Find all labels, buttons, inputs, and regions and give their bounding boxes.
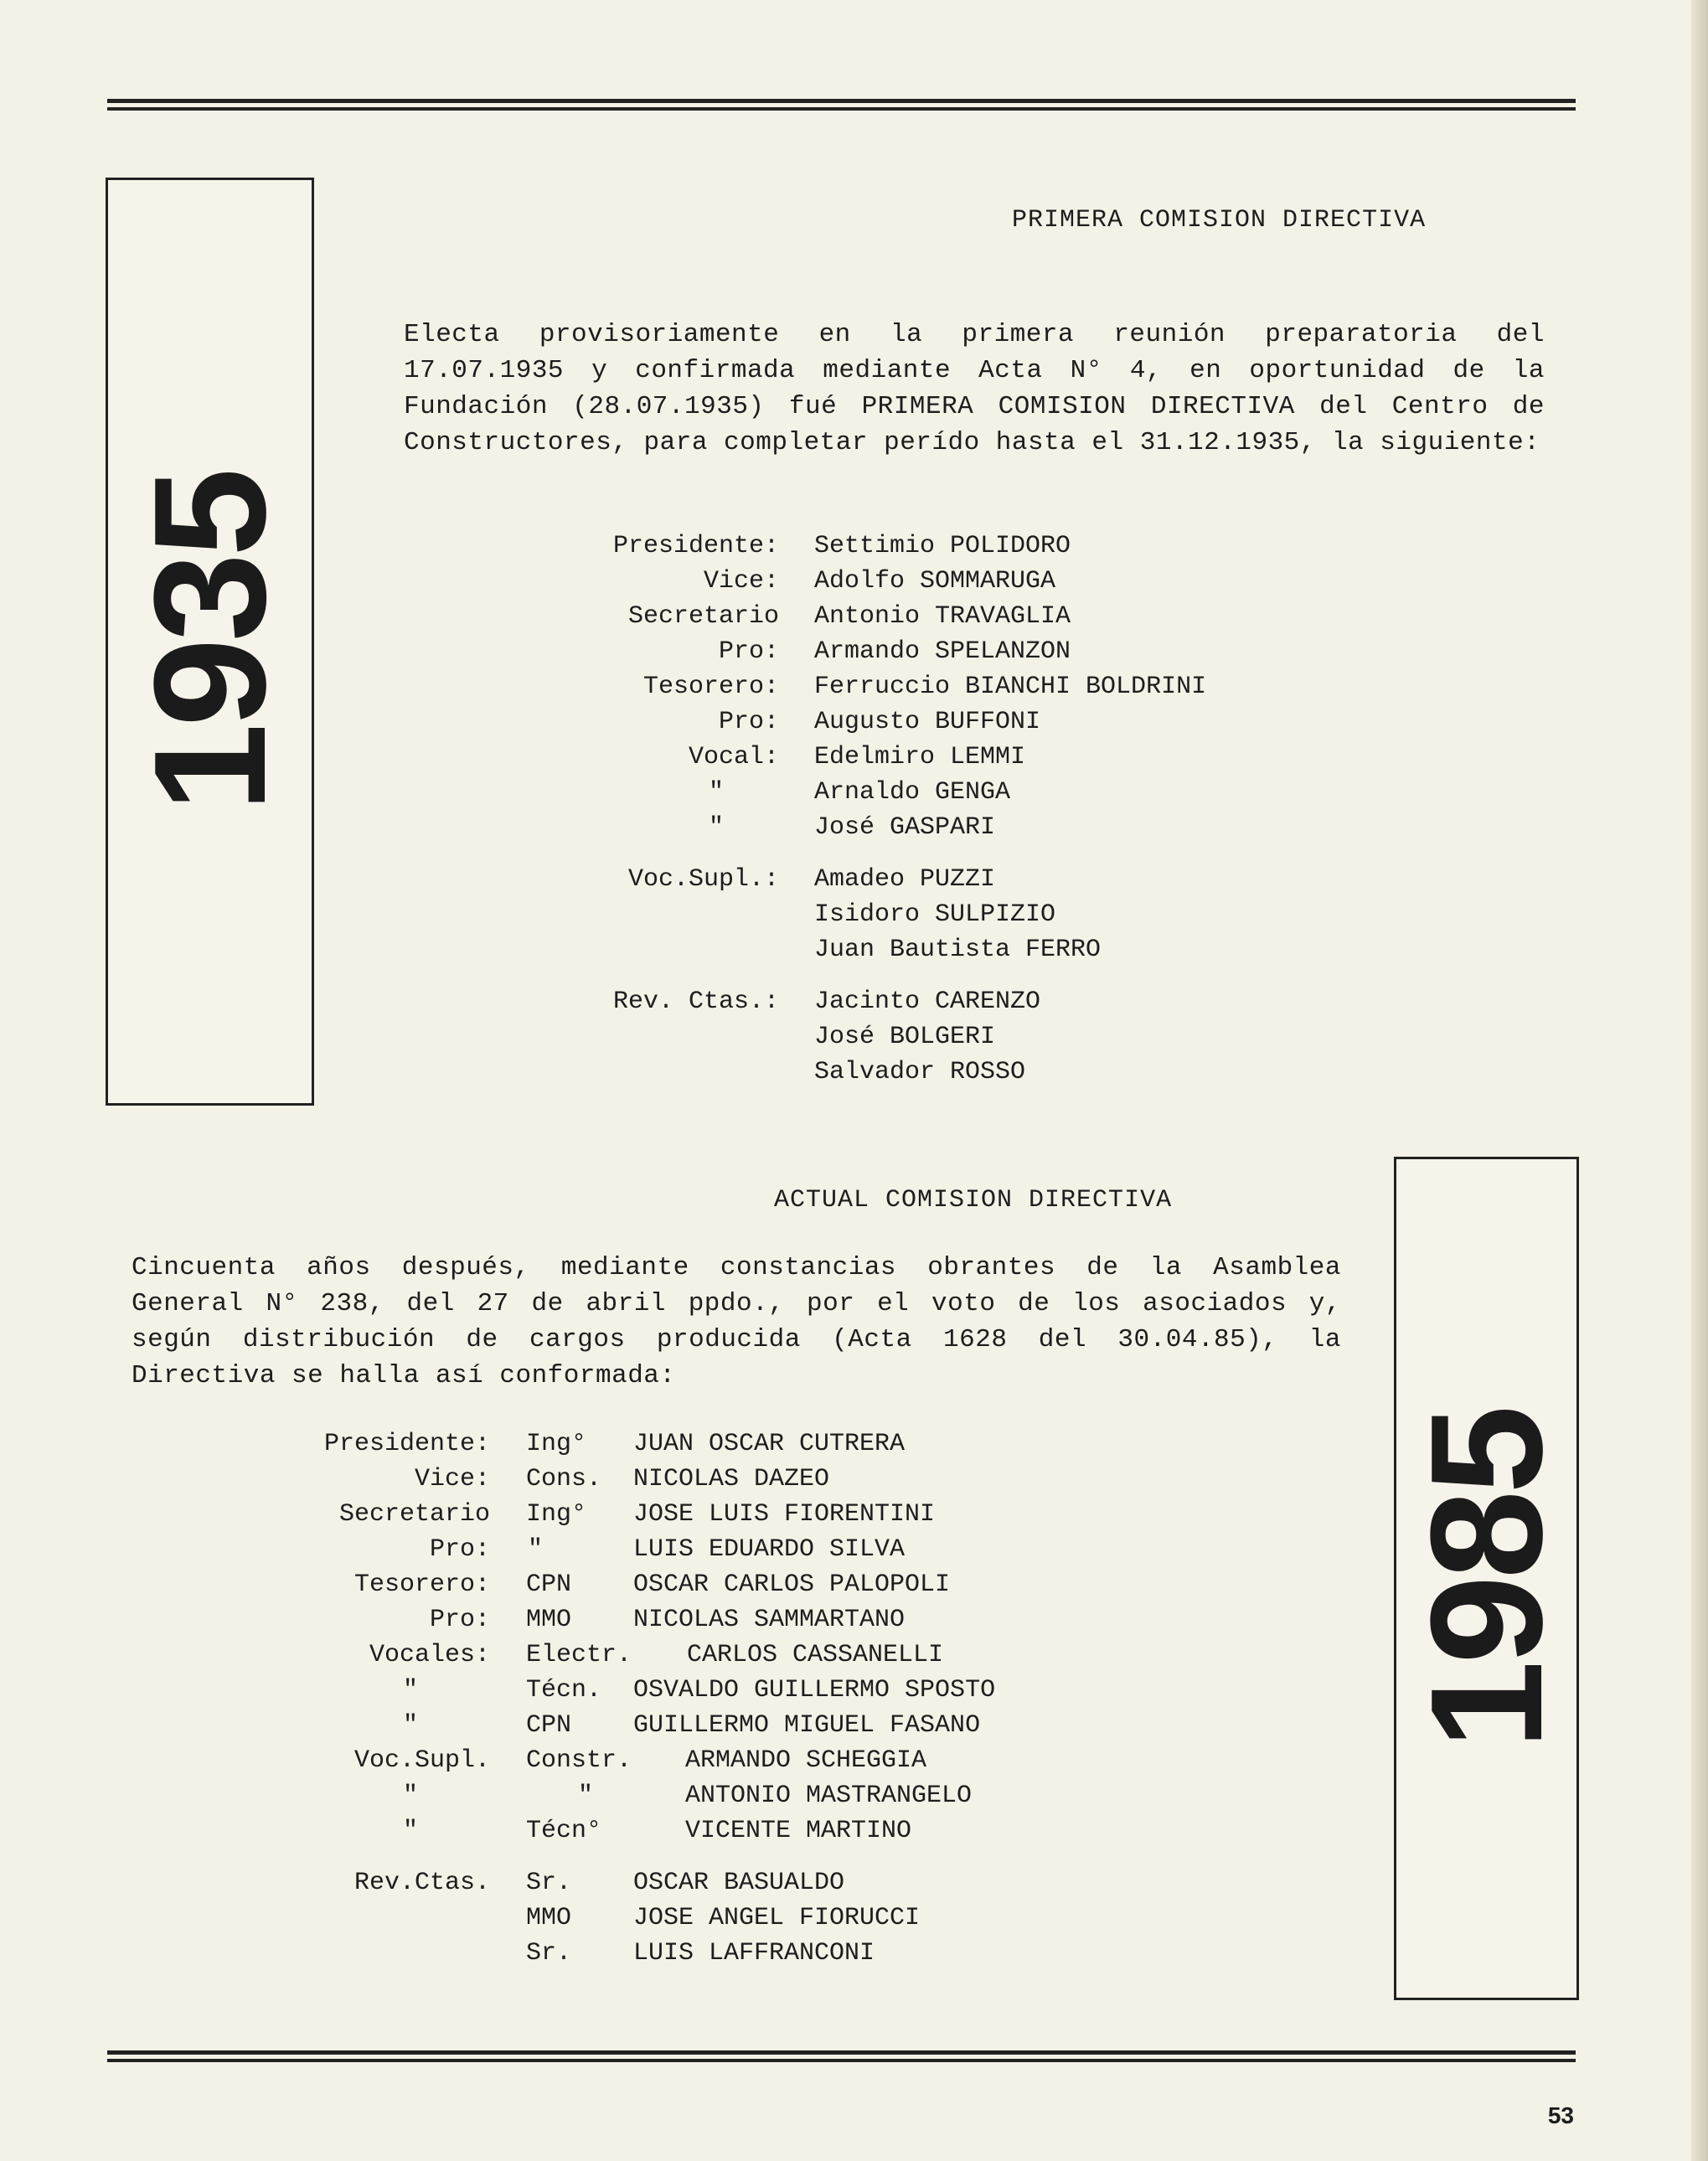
member-row-1985 — [0, 1779, 1357, 1813]
member-name: OSCAR BASUALDO — [633, 1869, 845, 1897]
member-name: Amadeo PUZZI — [814, 865, 996, 894]
member-role: " — [402, 1817, 418, 1845]
member-name: JUAN OSCAR CUTRERA — [633, 1430, 906, 1458]
member-row-1935 — [0, 635, 1424, 668]
member-row-1935 — [0, 529, 1424, 563]
member-role: " — [402, 1711, 418, 1740]
member-row-1935 — [0, 1055, 1424, 1089]
member-row-1985 — [0, 1462, 1357, 1496]
member-row-1985 — [0, 1427, 1357, 1461]
member-name: Isidoro SULPIZIO — [814, 900, 1056, 929]
member-title: MMO — [526, 1904, 572, 1932]
member-title: " — [528, 1535, 544, 1564]
heading-actual-comision: ACTUAL COMISION DIRECTIVA — [774, 1186, 1173, 1215]
heading-primera-comision: PRIMERA COMISION DIRECTIVA — [1012, 206, 1427, 235]
member-name: JOSE LUIS FIORENTINI — [633, 1500, 936, 1529]
member-name: Settimio POLIDORO — [814, 532, 1071, 560]
member-row-1935 — [0, 740, 1424, 774]
member-title: MMO — [526, 1606, 572, 1634]
member-role: Presidente: — [612, 532, 779, 560]
member-title: Constr. — [526, 1746, 632, 1775]
member-name: Armando SPELANZON — [814, 637, 1071, 666]
member-name: ANTONIO MASTRANGELO — [685, 1782, 973, 1810]
member-title: Técn° — [526, 1817, 602, 1845]
member-row-1985 — [0, 1744, 1357, 1777]
member-row-1985 — [0, 1709, 1357, 1742]
member-name: Antonio TRAVAGLIA — [814, 602, 1071, 631]
member-name: JOSE ANGEL FIORUCCI — [633, 1904, 921, 1932]
member-name: Arnaldo GENGA — [814, 778, 1011, 807]
member-role: " — [708, 778, 724, 807]
member-name: José GASPARI — [814, 813, 996, 842]
member-role: Pro: — [718, 637, 779, 666]
paragraph-1985: Cincuenta años después, mediante constancias obrantes de la Asamblea General N° 238, del 27 de abril ppdo., por el voto de los asociados y, según distribución de cargos producida (Acta 1628 del 30.04.85), la Directiva se halla así conformada: — [132, 1253, 1341, 1390]
member-name: Salvador ROSSO — [814, 1058, 1026, 1086]
member-role: Vocal: — [688, 743, 779, 771]
member-title: Ing° — [526, 1500, 587, 1529]
member-role: " — [402, 1676, 418, 1705]
member-title: " — [578, 1782, 594, 1810]
year-1985: 1985 — [1397, 1408, 1576, 1749]
member-title: Ing° — [526, 1430, 587, 1458]
year-box-1985 — [1394, 1157, 1579, 2000]
member-role: Tesorero: — [642, 673, 779, 701]
member-role: Rev. Ctas.: — [612, 988, 779, 1016]
member-role: Vice: — [703, 567, 779, 596]
member-name: OSCAR CARLOS PALOPOLI — [633, 1570, 951, 1599]
member-role: " — [402, 1782, 418, 1810]
member-row-1935 — [0, 985, 1424, 1019]
member-role: Tesorero: — [353, 1570, 490, 1599]
book-spine-edge — [1691, 0, 1708, 2161]
page-number: 53 — [1547, 2102, 1574, 2128]
member-row-1985 — [0, 1937, 1357, 1970]
member-role: Pro: — [429, 1606, 490, 1634]
member-name: Augusto BUFFONI — [814, 708, 1041, 736]
member-row-1985 — [0, 1866, 1357, 1900]
member-role: Voc.Supl. — [353, 1746, 490, 1775]
member-role: Voc.Supl.: — [627, 865, 779, 894]
member-name: LUIS LAFFRANCONI — [633, 1939, 875, 1968]
member-row-1935 — [0, 1020, 1424, 1054]
member-row-1985 — [0, 1814, 1357, 1848]
member-role: Vocales: — [369, 1641, 490, 1669]
member-role: Secretario — [627, 602, 779, 631]
member-role: Pro: — [718, 708, 779, 736]
member-row-1985 — [0, 1533, 1357, 1566]
member-role: Secretario — [338, 1500, 490, 1529]
member-name: NICOLAS SAMMARTANO — [633, 1606, 906, 1634]
member-row-1985 — [0, 1603, 1357, 1637]
member-name: OSVALDO GUILLERMO SPOSTO — [633, 1676, 996, 1705]
member-title: Técn. — [526, 1676, 602, 1705]
member-row-1935 — [0, 863, 1424, 896]
member-title: Electr. — [526, 1641, 632, 1669]
member-role: Rev.Ctas. — [353, 1869, 490, 1897]
bottom-rule — [107, 2050, 1576, 2066]
member-name: Edelmiro LEMMI — [814, 743, 1026, 771]
member-title: Sr. — [526, 1869, 572, 1897]
member-title: Cons. — [526, 1465, 602, 1493]
member-name: Juan Bautista FERRO — [814, 936, 1102, 964]
member-role: Pro: — [429, 1535, 490, 1564]
member-title: Sr. — [526, 1939, 572, 1968]
member-role: " — [708, 813, 724, 842]
member-row-1985 — [0, 1901, 1357, 1935]
member-row-1985 — [0, 1568, 1357, 1601]
member-row-1935 — [0, 933, 1424, 967]
member-name: Jacinto CARENZO — [814, 988, 1041, 1016]
member-title: CPN — [526, 1711, 572, 1740]
member-row-1985 — [0, 1498, 1357, 1531]
member-name: José BOLGERI — [814, 1023, 996, 1051]
member-name: VICENTE MARTINO — [685, 1817, 912, 1845]
member-row-1985 — [0, 1674, 1357, 1707]
member-row-1935 — [0, 670, 1424, 704]
member-role: Vice: — [414, 1465, 490, 1493]
member-name: LUIS EDUARDO SILVA — [633, 1535, 906, 1564]
member-row-1935 — [0, 811, 1424, 844]
paragraph-1935: Electa provisoriamente en la primera reunión preparatoria del 17.07.1935 y confirmada mediante Acta N° 4, en oportunidad de la Fundación (28.07.1935) fué PRIMERA COMISION DIRECTIVA del Centro de Constructores, para completar perído hasta el 31.12.1935, la siguiente: — [404, 320, 1545, 457]
member-name: Adolfo SOMMARUGA — [814, 567, 1056, 596]
member-title: CPN — [526, 1570, 572, 1599]
member-name: CARLOS CASSANELLI — [687, 1641, 944, 1669]
member-row-1935 — [0, 776, 1424, 809]
member-name: ARMANDO SCHEGGIA — [685, 1746, 927, 1775]
member-row-1985 — [0, 1638, 1357, 1672]
member-name: Ferruccio BIANCHI BOLDRINI — [814, 673, 1207, 701]
member-row-1935 — [0, 705, 1424, 739]
member-name: GUILLERMO MIGUEL FASANO — [633, 1711, 981, 1740]
year-1935: 1935 — [121, 471, 299, 812]
member-role: Presidente: — [323, 1430, 490, 1458]
member-name: NICOLAS DAZEO — [633, 1465, 830, 1493]
member-row-1935 — [0, 565, 1424, 598]
member-row-1935 — [0, 898, 1424, 931]
top-rule — [107, 99, 1576, 115]
member-row-1935 — [0, 600, 1424, 633]
